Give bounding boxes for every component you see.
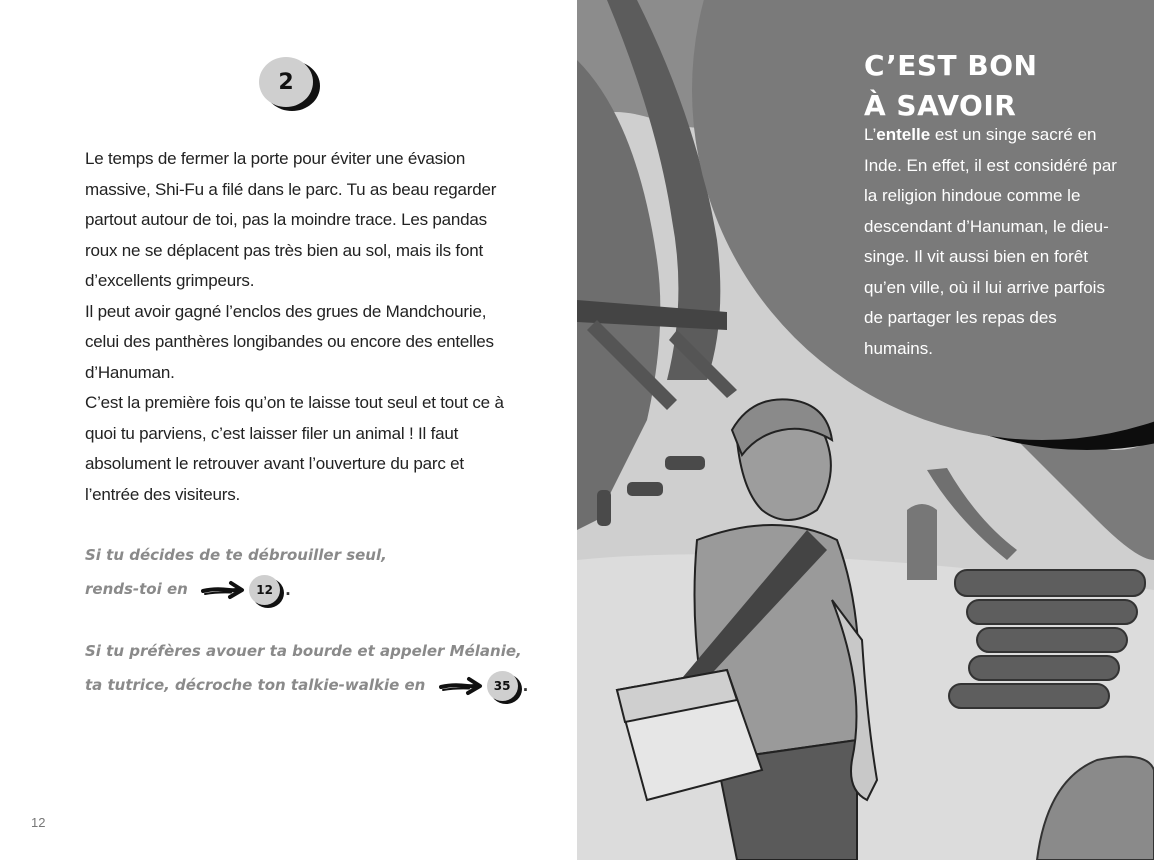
info-text-keyword: entelle — [876, 125, 931, 144]
right-page — [577, 0, 1154, 860]
paragraph: C’est la première fois qu’on te laisse tout seul et tout ce à quoi tu parviens, c’est laisser filer un animal ! Il faut absolument le retrouver avant l’ouverture du parc et l’entrée des visiteurs. — [85, 393, 504, 504]
brush-arrow-icon — [439, 676, 483, 696]
info-title — [864, 46, 1124, 126]
info-text-body: est un singe sacré en Inde. En effet, il est considéré par la religion hindoue comme le descendant d’Hanuman, le dieu-singe. Il vit aussi bien en forêt qu’en ville, où il lui arrive parfois de partager les repas des humains. — [864, 125, 1117, 358]
choice-end: . — [285, 580, 291, 599]
paragraph: Il peut avoir gagné l’enclos des grues de Mandchourie, celui des panthères longibandes ou encore des entelles d’Hanuman. — [85, 301, 494, 382]
goto-link[interactable] — [201, 573, 291, 607]
chapter-number-badge — [259, 57, 315, 107]
info-text-prefix: L’ — [864, 125, 877, 144]
choice-line: Si tu décides de te débrouiller seul, — [85, 546, 387, 564]
goto-link[interactable] — [439, 669, 529, 703]
info-title-line: C’EST BON — [864, 49, 1038, 82]
chapter-number: 2 — [259, 57, 313, 107]
choice-option-1[interactable] — [85, 538, 545, 607]
choice-line — [85, 572, 545, 607]
choice-end: . — [522, 676, 529, 695]
brush-arrow-icon — [201, 580, 245, 600]
page-number: 12 — [31, 815, 46, 830]
paragraph: Le temps de fermer la porte pour éviter une évasion massive, Shi-Fu a filé dans le parc. Tu as beau regarder partout autour de toi, pas la moindre trace. Les pandas roux ne se déplacent pas très bien au sol, mais ils font d’excellents grimpeurs. — [85, 149, 497, 290]
choice-line-text: rends-toi en — [85, 580, 188, 598]
goto-number: 12 — [249, 575, 280, 605]
goto-number-badge[interactable] — [249, 575, 281, 605]
choice-line-text: ta tutrice, décroche ton talkie-walkie en — [85, 676, 426, 694]
story-text — [85, 144, 505, 510]
choice-line: Si tu préfères avouer ta bourde et appeler Mélanie, — [85, 642, 522, 660]
choice-option-2[interactable] — [85, 634, 545, 703]
goto-number-badge[interactable] — [487, 671, 519, 701]
info-text — [864, 120, 1124, 364]
goto-number: 35 — [487, 671, 518, 701]
choice-line — [85, 668, 545, 703]
info-title-line: À SAVOIR — [864, 89, 1017, 122]
